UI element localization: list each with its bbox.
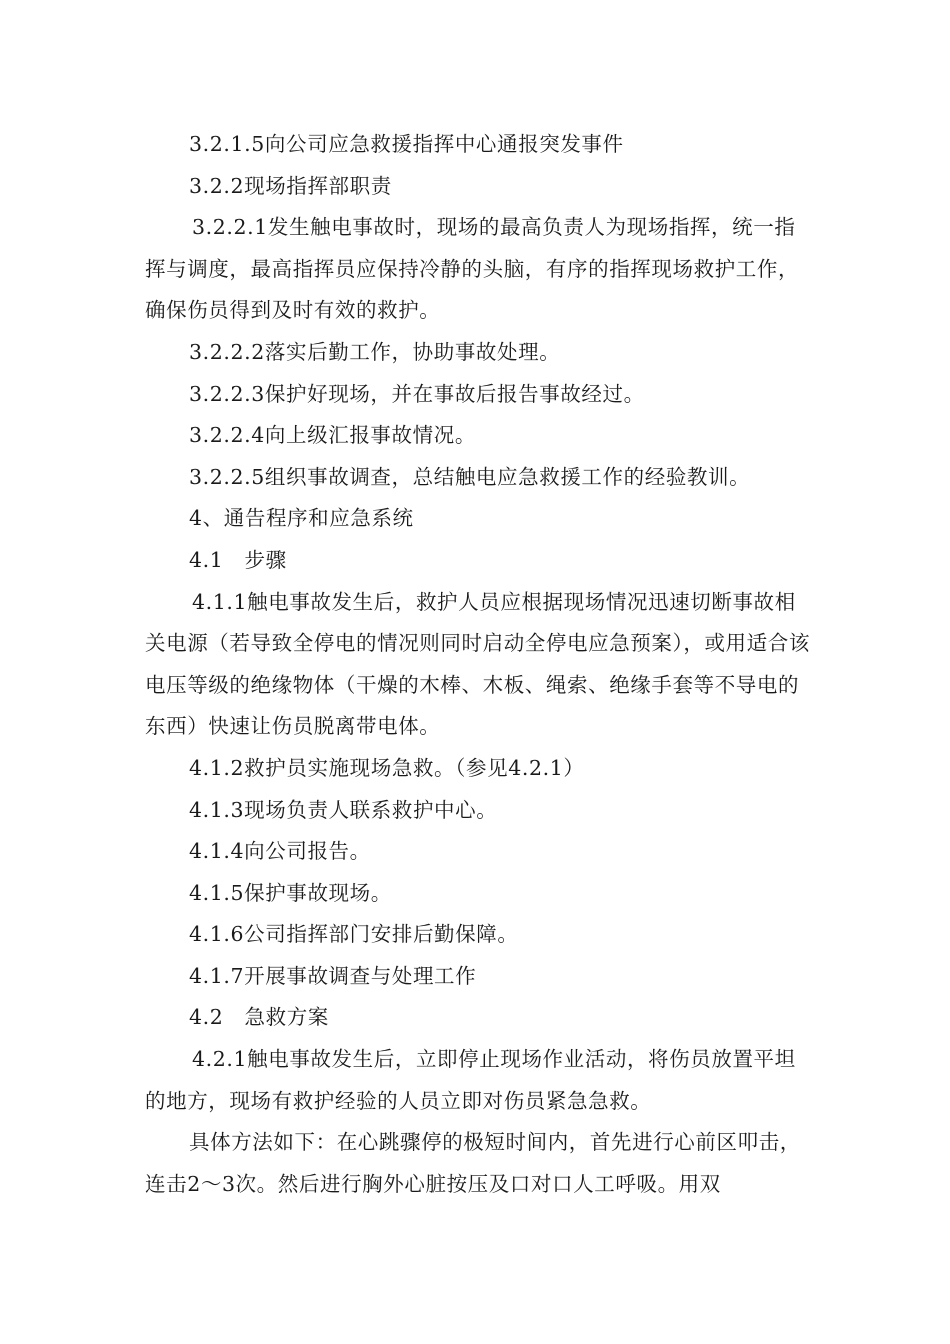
paragraph-4-1-2: 4.1.2救护员实施现场急救。（参见4.2.1） (189, 755, 585, 780)
document-body (145, 124, 810, 1205)
paragraph-3-2-2-5: 3.2.2.5组织事故调查，总结触电应急救援工作的经验教训。 (189, 464, 751, 489)
paragraph-4-1-5: 4.1.5保护事故现场。 (189, 880, 392, 905)
heading-4-1: 4.1 步骤 (189, 547, 287, 572)
heading-4-2: 4.2 急救方案 (189, 1005, 329, 1030)
paragraph-4-1-1: 4.1.1触电事故发生后，救护人员应根据现场情况迅速切断事故相关电源（若导致全停电的情况则同时启动全停电应急预案），或用适合该电压等级的绝缘物体（干燥的木棒、木板、绳索、绝缘手套等不导电的东西）快速让伤员脱离带电体。 (145, 589, 810, 739)
paragraph-4-1-4: 4.1.4向公司报告。 (189, 839, 371, 864)
paragraph-4-1-3: 4.1.3现场负责人联系救护中心。 (189, 797, 498, 822)
paragraph-3-2-2-1: 3.2.2.1发生触电事故时，现场的最高负责人为现场指挥，统一指挥与调度，最高指挥员应保持冷静的头脑，有序的指挥现场救护工作，确保伤员得到及时有效的救护。 (145, 215, 800, 323)
paragraph-4-2-1: 4.2.1触电事故发生后，立即停止现场作业活动，将伤员放置平坦的地方，现场有救护经验的人员立即对伤员紧急急救。 (145, 1047, 796, 1113)
paragraph-4-1-6: 4.1.6公司指挥部门安排后勤保障。 (189, 922, 519, 947)
paragraph-3-2-2-4: 3.2.2.4向上级汇报事故情况。 (189, 423, 476, 448)
heading-3-2-2: 3.2.2现场指挥部职责 (189, 173, 392, 198)
paragraph-3-2-1-5: 3.2.1.5向公司应急救援指挥中心通报突发事件 (189, 132, 624, 156)
paragraph-method: 具体方法如下：在心跳骤停的极短时间内，首先进行心前区叩击，连击2～3次。然后进行胸外心脏按压及口对口人工呼吸。用双 (145, 1130, 801, 1196)
paragraph-4-1-7: 4.1.7开展事故调查与处理工作 (189, 963, 477, 988)
paragraph-3-2-2-2: 3.2.2.2落实后勤工作，协助事故处理。 (189, 339, 561, 364)
paragraph-3-2-2-3: 3.2.2.3保护好现场，并在事故后报告事故经过。 (189, 381, 645, 406)
heading-section-4: 4、通告程序和应急系统 (189, 506, 414, 531)
